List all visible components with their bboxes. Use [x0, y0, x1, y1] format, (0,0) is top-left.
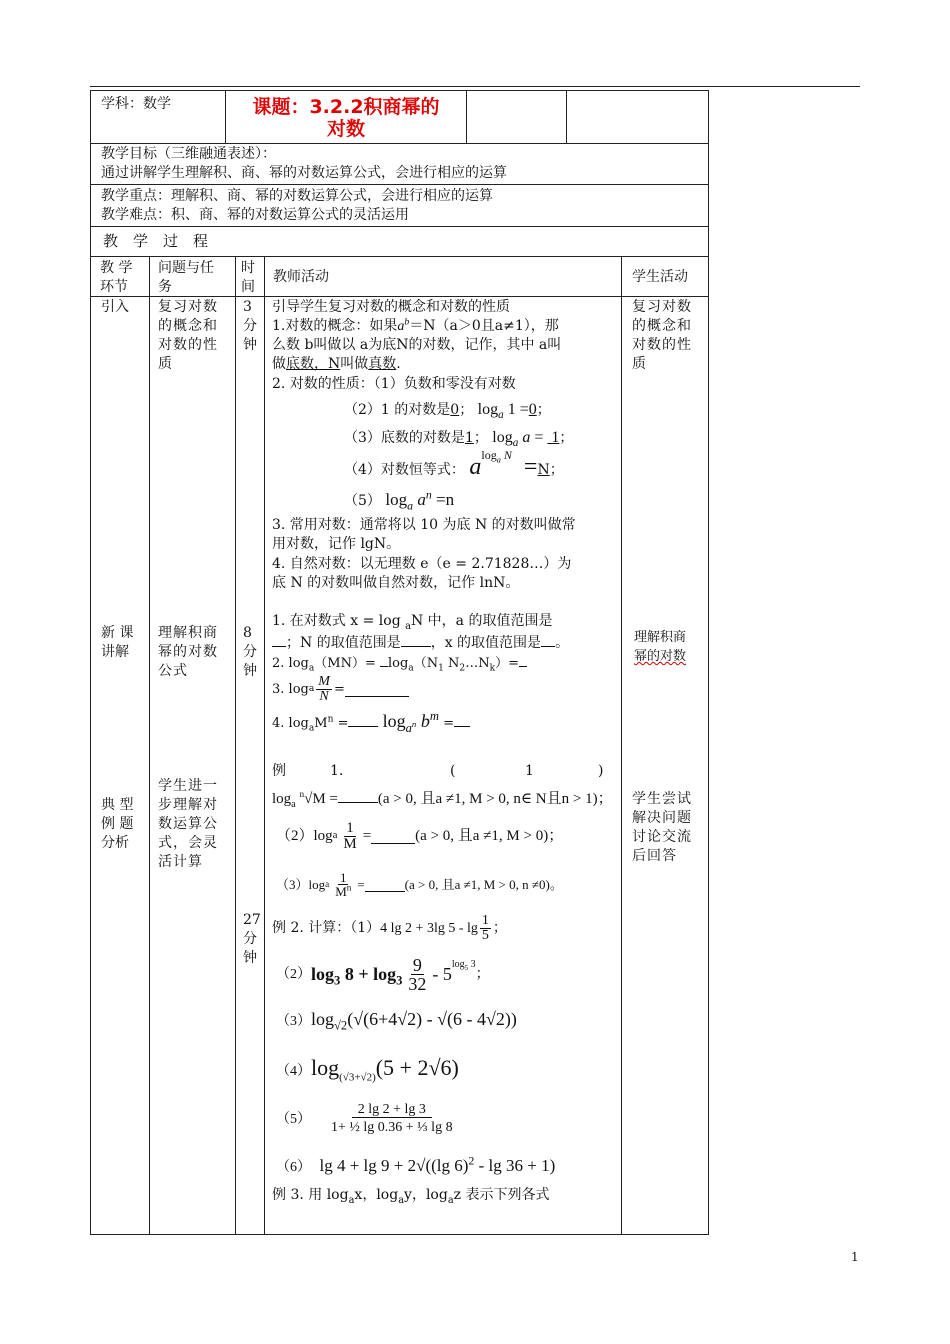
example-2-3: $(3)\log_{√2}(√(6+4√2) - √(6 - 4√2))$ [276, 1009, 517, 1033]
col-header-stage-1: 教 学 [100, 260, 133, 276]
question-text: 2. log [272, 656, 309, 671]
example-text: （3） [276, 876, 309, 892]
col-header-time-2: 间 [241, 279, 255, 295]
question-1-line2 [272, 632, 569, 653]
example-text: 1 [525, 763, 534, 779]
answer-blank[interactable] [365, 877, 405, 892]
col-header-time [241, 259, 255, 297]
question-text: log [387, 656, 409, 671]
example-text: 例 [272, 763, 286, 779]
col-divider [149, 256, 150, 1234]
fraction-1-over-mn: $\frac{1}{M^n}$ [335, 869, 352, 899]
answer-blank[interactable] [519, 652, 527, 667]
question-text: 1. 在对数式 x = log [272, 613, 406, 629]
property-text: （4）对数恒等式： [344, 462, 465, 478]
fraction-9-over-32: $\frac{9}{32}$ [408, 954, 427, 994]
natural-log-1: 4. 自然对数：以无理数 e（e = 2.71828…）为 [272, 556, 572, 572]
answer-blank[interactable] [380, 652, 388, 667]
task-intro: 复习对数的概念和对数的性质 [158, 299, 218, 372]
answer-blank[interactable] [541, 632, 555, 647]
example-2-1: 例 2. 计算：（1） 4 lg 2 + 3lg 5 - lg $\frac{1}{5}$ ； [272, 912, 507, 943]
row-divider [91, 143, 708, 144]
fraction-lg-expression: $\frac{2 \lg 2 + \lg 3}{\text{1+ ½ lg 0.36 + ⅓ lg 8}}$ [331, 1102, 453, 1135]
example-text: （6） [276, 1160, 311, 1175]
row-divider [91, 184, 708, 185]
col-header-time-1: 时 [241, 260, 255, 276]
stage-example-1: 典 型 [101, 797, 134, 813]
property-sep: ； [459, 402, 474, 418]
student-intro: 复习对数的概念和对数的性质 [632, 299, 692, 372]
question-text: ；N 的取值范围是 [286, 635, 401, 651]
example-2-2: （2） $\log_3 8 + \log_3$ $\frac{9}{32}$ - 5 $^{log_5 3}$ ； [276, 954, 490, 994]
example-text: 例 2. 计算：（1） [272, 919, 381, 936]
col-header-stage-2: 环节 [100, 279, 128, 295]
question-text: ）= [495, 656, 520, 671]
stage-new-2: 讲解 [101, 644, 129, 660]
col-header-teacher: 教师活动 [273, 269, 329, 285]
question-text: N 中，a 的取值范围是 [410, 613, 553, 629]
col-divider [235, 256, 236, 1234]
page-number: 1 [851, 1250, 859, 1264]
question-text: （N [413, 656, 439, 671]
stage-new-1: 新 课 [101, 625, 134, 641]
property-answer: 1 [464, 430, 474, 446]
example-2-6: （6） lg 4 + lg 9 + 2√((lg 6)$^2$ - lg 36 + 1) [276, 1153, 556, 1175]
example-text: ) [598, 763, 604, 779]
col-header-task-2: 务 [158, 279, 172, 295]
student-example: 学生尝试解决问题讨论交流后回答 [632, 791, 692, 864]
task-new: 理解积商幂的对数公式 [158, 625, 218, 679]
key-focus: 教学重点：理解积、商、幂的对数运算公式，会进行相应的运算 [101, 188, 493, 204]
key-difficulty: 教学难点：积、商、幂的对数运算公式的灵活运用 [101, 207, 409, 223]
example-text: ( [450, 763, 456, 779]
answer-blank[interactable] [345, 682, 409, 697]
col-divider [566, 91, 567, 143]
student-new [634, 628, 686, 666]
goals-text: 通过讲解学生理解积、商、幂的对数运算公式，会进行相应的运算 [101, 165, 507, 181]
condition-text: (a > 0, 且a ≠1, M > 0, n∈ N且n > 1)； [377, 791, 613, 807]
definition-line3 [272, 355, 401, 374]
definition-text: 叫做 [340, 356, 369, 372]
col-header-stage [100, 259, 132, 297]
question-text: 3. log [272, 681, 309, 697]
example-2-1-formula: 4 lg 2 + 3lg 5 - lg [380, 920, 478, 936]
stage-example [101, 796, 133, 853]
question-text: …N [465, 656, 490, 671]
definition-line1 [272, 317, 559, 336]
answer-blank[interactable] [401, 632, 431, 647]
col-divider [466, 91, 467, 143]
col-header-task-1: 问题与任 [158, 260, 214, 276]
example-3: 例 3. 用 $\log_ax$，$\log_ay$，$\log_az$ 表示下列各式 [272, 1187, 550, 1206]
intro-line: 引导学生复习对数的概念和对数的性质 [272, 299, 510, 315]
question-text: 4. log [272, 716, 309, 731]
example-text: （2） [276, 966, 311, 982]
property-5 [344, 487, 455, 513]
property-2 [344, 400, 551, 420]
example-text: z 表示下列各式 [453, 1187, 550, 1203]
student-new-1: 理解积商 [634, 630, 687, 645]
question-4: 4. $\log_aM^n = \log_{a^n} b^m$ = [272, 712, 470, 733]
question-3: 3. log a $\frac{M}{N}$ = [272, 672, 409, 706]
property-text: ； [549, 462, 564, 478]
property-heading: 2. 对数的性质：（1）负数和零没有对数 [272, 376, 516, 392]
question-text: ，x 的取值范围是 [430, 635, 542, 651]
example-text: （2） [276, 827, 314, 844]
stage-intro: 引入 [101, 299, 129, 315]
example-1-1: $\log_a ^n√M = (a > 0$, 且a ≠1, M > 0, n∈ N且n > 1)； [272, 789, 613, 810]
example-text: （5） [276, 1111, 311, 1127]
example-text: （3） [276, 1014, 311, 1029]
answer-blank[interactable] [338, 788, 378, 803]
example-1-header [272, 762, 607, 781]
condition-text: (a > 0, 且a ≠1, M > 0, n ≠0)。 [404, 876, 563, 892]
goals-label: 教学目标（三维融通表述）： [101, 146, 276, 162]
property-text: ； [536, 402, 551, 418]
property-3 [344, 428, 573, 448]
question-text: （MN）= [314, 656, 380, 671]
fraction-1-over-m: $\frac{1}{M}$ [343, 819, 357, 852]
subject-label: 学科：数学 [101, 96, 171, 112]
example-text: （4） [276, 1064, 311, 1079]
property-4-formula: $a^{log_a N}$ = [469, 448, 538, 480]
definition-line2: 么数 b叫做以 a为底N的对数，记作，其中 a叫 [272, 337, 562, 353]
property-3-formula: $\log_a a = 1$ [492, 429, 560, 450]
property-5-formula: $\log_a a^n =n$ [385, 487, 455, 513]
fraction-1-over-5: $\frac{1}{5}$ [481, 912, 489, 943]
property-text: ； [559, 430, 574, 446]
natural-log-2: 底 N 的对数叫做自然对数，记作 lnN。 [272, 575, 520, 591]
example-1-3: （3） log a $\frac{1}{M^n}$ = (a > 0, 且a ≠1, M > 0, n ≠0)。 [276, 869, 563, 899]
example-text: 例 3. 用 log [272, 1187, 349, 1203]
student-new-2: 幂的对数 [634, 649, 687, 664]
stage-new [101, 624, 133, 662]
example-2-5 [276, 1092, 455, 1146]
property-answer: 0 [450, 402, 460, 418]
term-antilog: 真数 [368, 356, 397, 372]
property-text: （3）底数的对数是 [344, 430, 465, 446]
stage-example-2: 例 题 [101, 816, 134, 832]
col-header-student: 学生活动 [632, 269, 688, 285]
condition-text: (a > 0, 且a ≠1, M > 0)； [415, 827, 564, 844]
property-sep: ； [473, 430, 488, 446]
stage-example-3: 分析 [101, 835, 129, 851]
fraction-m-over-n: $\frac{M}{N}$ [318, 673, 330, 704]
def-power-expr: $a^b$ [397, 316, 410, 334]
header-rule [90, 86, 860, 87]
time-intro: 3分钟 [243, 299, 257, 353]
task-example: 学生进一步理解对数运算公式，会灵活计算 [158, 778, 218, 870]
answer-blank[interactable] [348, 712, 378, 727]
time-example: 27分钟 [243, 912, 261, 966]
lesson-title-line1: 课题：3.2.2积商幂的 [252, 96, 440, 118]
definition-text: . [396, 356, 401, 372]
lesson-title [226, 96, 466, 140]
answer-blank[interactable] [272, 632, 286, 647]
answer-blank[interactable] [371, 829, 415, 844]
time-new: 8分钟 [243, 625, 257, 679]
definition-text: ＝N（a＞0且a≠1），那 [409, 318, 559, 334]
answer-blank[interactable] [454, 712, 470, 727]
example-2-4: $(4)\log_{(√3+√2)}(5 + 2√6)$ [276, 1055, 459, 1084]
question-1-line1: 1. 在对数式 x = log $_a$N 中，a 的取值范围是 [272, 613, 553, 632]
process-heading: 教 学 过 程 [103, 232, 209, 250]
definition-text: 1.对数的概念：如果 [272, 318, 398, 334]
example-1-2: （2） log a $\frac{1}{M}$ = (a > 0, 且a ≠1, M > 0)； [276, 819, 564, 852]
example-text: y，log [404, 1187, 448, 1203]
col-divider [264, 256, 265, 1234]
property-text: （2）1 的对数是 [344, 402, 451, 418]
property-4 [344, 448, 564, 480]
definition-text: 做 [272, 356, 286, 372]
question-2: 2. $\log_a(MN)= \log_a(N_1$ $N_2\dots N_k)=$ [272, 652, 527, 673]
row-divider [91, 226, 708, 227]
term-base: 底数，N [286, 356, 341, 372]
property-2-formula: $\log_a 1 =0$ [477, 401, 537, 422]
property-text: （5） [344, 493, 381, 509]
example-text: x，log [354, 1187, 399, 1203]
question-text: 。 [555, 635, 570, 651]
col-divider [621, 256, 622, 1234]
question-4-formula: $\log_{a^n} b^m$ [382, 709, 439, 735]
row-divider [91, 256, 708, 257]
property-answer: N [537, 462, 550, 478]
common-log-1: 3. 常用对数：通常将以 10 为底 N 的对数叫做常 [272, 517, 576, 533]
question-text: N [443, 656, 460, 671]
common-log-2: 用对数，记作 lgN。 [272, 536, 401, 552]
lesson-title-line2: 对数 [326, 118, 365, 140]
example-text: 1. [330, 763, 344, 779]
col-header-task [158, 259, 214, 297]
